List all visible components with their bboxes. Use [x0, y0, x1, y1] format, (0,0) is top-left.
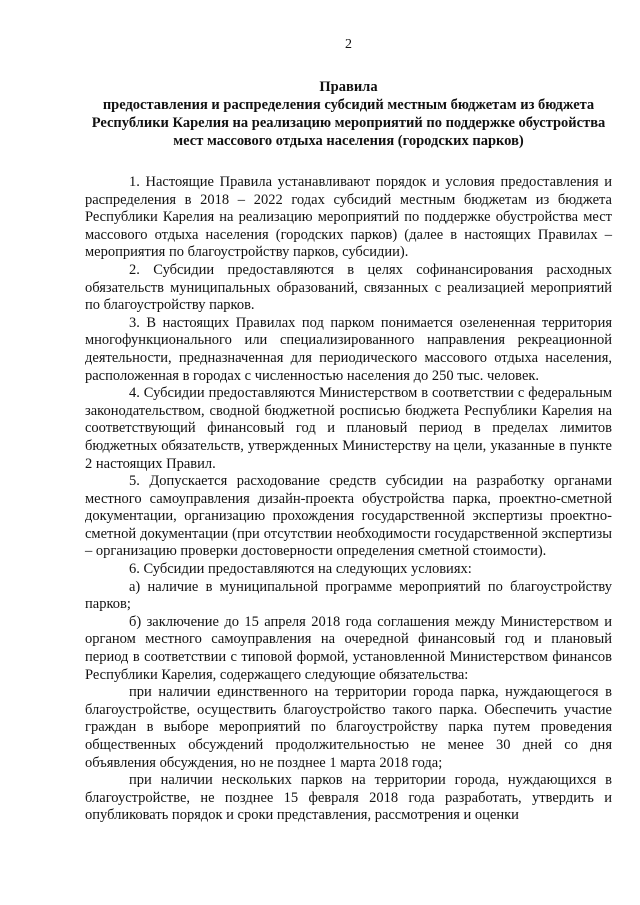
- paragraph-4: 4. Субсидии предоставляются Министерством в соответствии с федеральным законодательством, сводной бюджетной росписью бюджета Республики Карелия на соответствующий финансовый год и плановый период в пределах лимитов бюджетных обязательств, утвержденных Министерству на цели, указанные в пункте 2 настоящих Правил.: [85, 385, 612, 472]
- document-title: Правила: [319, 79, 378, 95]
- document-subtitle: предоставления и распределения субсидий местным бюджетам из бюджета Республики Карелия на реализацию мероприятий по поддержке обустройства мест массового отдыха населения (городских парков): [91, 97, 606, 149]
- paragraph-3: 3. В настоящих Правилах под парком понимается озелененная территория многофункционального или специализированного направления рекреационной деятельности, предназначенная для периодического массового отдыха населения, расположенная в городах с численностью населения до 250 тыс. человек.: [85, 314, 612, 384]
- paragraph-6b-single-park: при наличии единственного на территории города парка, нуждающегося в благоустройстве, осуществить благоустройство такого парка. Обеспечить участие граждан в выборе мероприятий по благоустройству парка путем проведения общественных обсуждений продолжительностью не менее 30 дней со дня объявления обсуждения, но не позднее 1 марта 2018 года;: [85, 684, 612, 771]
- paragraph-1: 1. Настоящие Правила устанавливают порядок и условия предоставления и распределения в 2018 – 2022 годах субсидий местным бюджетам из бюджета Республики Карелия на реализацию мероприятий по поддержке обустройства мест массового отдыха населения (городских парков) (далее в настоящих Правилах – мероприятия по благоустройству парков, субсидии).: [85, 174, 612, 261]
- paragraph-6a: а) наличие в муниципальной программе мероприятий по благоустройству парков;: [85, 578, 612, 613]
- paragraph-2: 2. Субсидии предоставляются в целях софинансирования расходных обязательств муниципальных образований, связанных с реализацией мероприятий по благоустройству парков.: [85, 261, 612, 314]
- paragraph-6b-multiple-parks: при наличии нескольких парков на территории города, нуждающихся в благоустройстве, не позднее 15 февраля 2018 года разработать, утвердить и опубликовать порядок и сроки представления, рассмотрения и оценки: [85, 772, 612, 824]
- paragraph-6: 6. Субсидии предоставляются на следующих условиях:: [129, 561, 472, 578]
- page-number: 2: [345, 37, 352, 52]
- paragraph-6b: б) заключение до 15 апреля 2018 года соглашения между Министерством и органом местного самоуправления на очередной финансовый год и плановый период в соответствии с типовой формой, установленной Министерством финансов Республики Карелия, содержащего следующие обязательства:: [85, 613, 612, 683]
- paragraph-5: 5. Допускается расходование средств субсидии на разработку органами местного самоуправления дизайн-проекта обустройства парка, проектно-сметной документации, организацию прохождения государственной экспертизы проектно-сметной документации (при отсутствии необходимости государственной экспертизы – организацию проверки достоверности определения сметной стоимости).: [85, 473, 612, 560]
